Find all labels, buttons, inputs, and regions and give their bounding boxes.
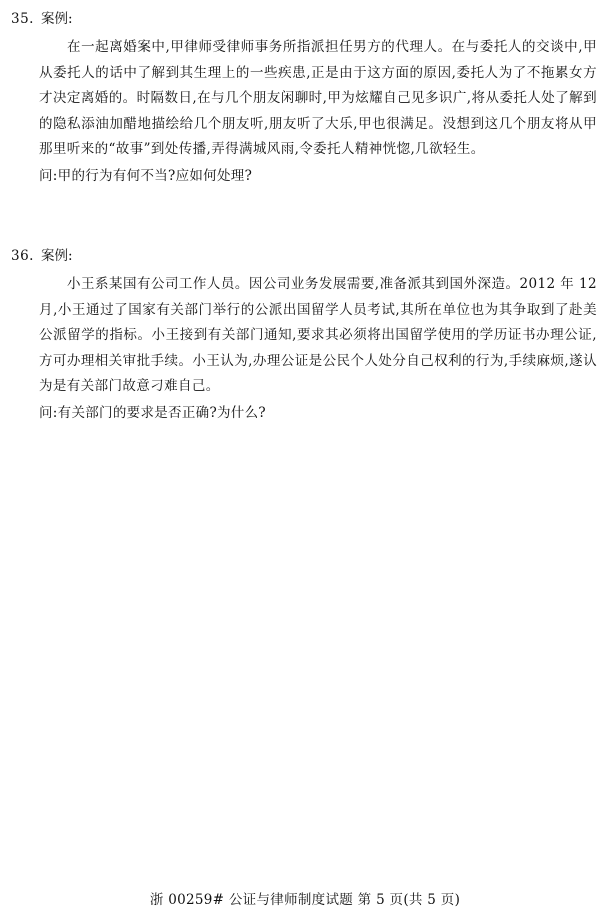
question-35: [11, 7, 599, 189]
case-paragraph: 小王系某国有公司工作人员。因公司业务发展需要,准备派其到国外深造。2012 年 12 月,小王通过了国家有关部门举行的公派出国留学人员考试,其所在单位也为其争取到了赴美公派留学的指标。小王接到有关部门通知,要求其必须将出国留学使用的学历证书办理公证,方可办理相关审批手续。小王认为,办理公证是公民个人处分自己权利的行为,手续麻烦,遂认为是有关部门故意刁难自己。: [39, 276, 597, 395]
page-footer: 浙 00259# 公证与律师制度试题 第 5 页(共 5 页): [149, 892, 461, 908]
question-prompt: 问:有关部门的要求是否正确?为什么?: [39, 404, 266, 421]
question-label: 案例:: [41, 11, 73, 27]
question-number: 35.: [11, 11, 34, 27]
question-label: 案例:: [41, 248, 73, 264]
case-paragraph: 在一起离婚案中,甲律师受律师事务所指派担任男方的代理人。在与委托人的交谈中,甲从委托人的话中了解到其生理上的一些疾患,正是由于这方面的原因,委托人为了不拖累女方才决定离婚的。时隔数日,在与几个朋友闲聊时,甲为炫耀自己见多识广,将从委托人处了解到的隐私添油加醋地描绘给几个朋友听,朋友听了大乐,甲也很满足。没想到这几个朋友将从甲那里听来的“故事”到处传播,弄得满城风雨,令委托人精神恍惚,几欲轻生。: [39, 39, 597, 158]
question-36: [11, 244, 599, 426]
question-number: 36.: [11, 248, 34, 264]
question-prompt: 问:甲的行为有何不当?应如何处理?: [39, 167, 253, 184]
question-header: [11, 244, 599, 268]
question-header: [11, 7, 599, 31]
